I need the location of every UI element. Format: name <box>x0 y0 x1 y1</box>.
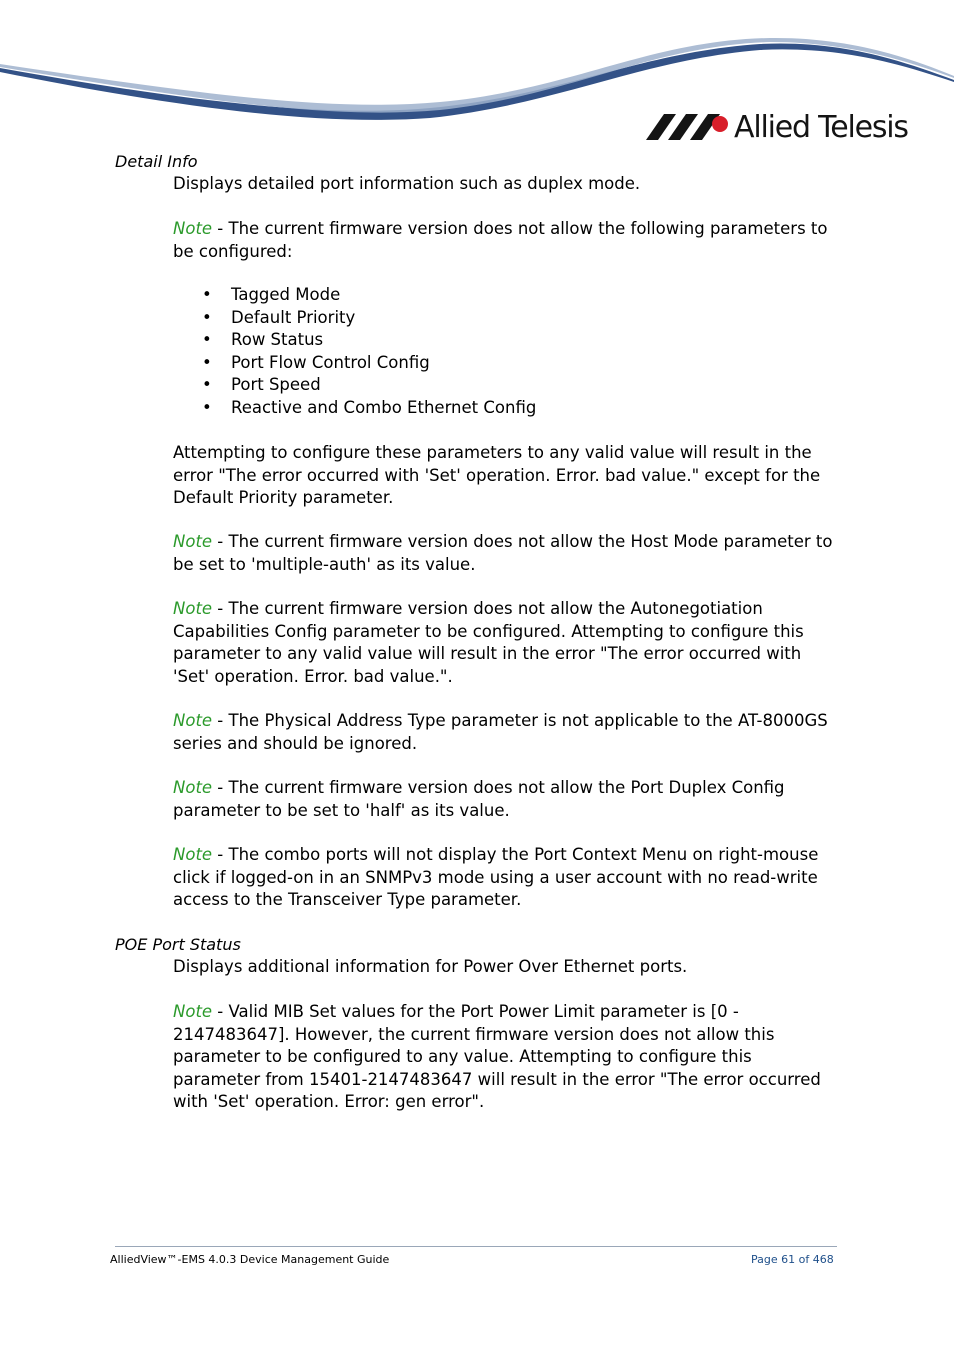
poe-port-status-note-1 <box>173 1001 841 1114</box>
logo-text: Allied Telesis <box>734 110 908 145</box>
note-text: - The Physical Address Type parameter is not applicable to the AT-8000GS series and should be ignored. <box>173 711 828 753</box>
note-label: Note <box>173 778 213 797</box>
list-item: • Port Flow Control Config <box>173 352 536 375</box>
detail-info-note-3 <box>173 598 841 688</box>
footer-divider <box>115 1246 837 1247</box>
note-label: Note <box>173 711 213 730</box>
detail-info-note-6 <box>173 844 841 912</box>
detail-info-intro: Displays detailed port information such as duplex mode. <box>173 174 641 193</box>
detail-info-attempt-paragraph: Attempting to configure these parameters to any valid value will result in the error "The error occurred with 'Set' operation. Error. bad value." except for the Default Priority parameter. <box>173 443 821 507</box>
allied-telesis-logo <box>646 110 908 146</box>
note-text: - Valid MIB Set values for the Port Power Limit parameter is [0 - 2147483647]. However, the current firmware version does not allow this parameter to be configured to any value. Attempting to configure this parameter from 15401-2147483647 will result in the error "The error occurred with 'Set' operation. Error: gen error". <box>173 1002 821 1111</box>
note-text: - The current firmware version does not allow the Autonegotiation Capabilities Config parameter to be configured. Attempting to configure this parameter to any valid value will result in the error "The error occurred with 'Set' operation. Error. bad value.". <box>173 599 804 686</box>
note-label: Note <box>173 845 213 864</box>
note-label: Note <box>173 532 213 551</box>
section-heading-detail-info: Detail Info <box>115 152 198 171</box>
list-item: • Tagged Mode <box>173 284 536 307</box>
note-label: Note <box>173 1002 213 1021</box>
allied-telesis-logo-icon <box>646 114 730 140</box>
detail-info-note-5 <box>173 777 841 822</box>
note-text: - The current firmware version does not allow the Port Duplex Config parameter to be set to 'half' as its value. <box>173 778 785 820</box>
note-label: Note <box>173 599 213 618</box>
detail-info-note-2 <box>173 531 841 576</box>
note-text: - The current firmware version does not allow the Host Mode parameter to be set to 'multiple-auth' as its value. <box>173 532 833 574</box>
note-text: - The combo ports will not display the Port Context Menu on right-mouse click if logged-on in an SNMPv3 mode using a user account with no read-write access to the Transceiver Type parameter. <box>173 845 819 909</box>
list-item: • Default Priority <box>173 307 536 330</box>
note-label: Note <box>173 219 213 238</box>
section-heading-poe-port-status: POE Port Status <box>115 935 241 954</box>
list-item: • Port Speed <box>173 374 536 397</box>
list-item: • Row Status <box>173 329 536 352</box>
poe-port-status-intro: Displays additional information for Power Over Ethernet ports. <box>173 957 688 976</box>
detail-info-note-4 <box>173 710 841 755</box>
footer-page-number: Page 61 of 468 <box>751 1253 834 1266</box>
list-item: • Reactive and Combo Ethernet Config <box>173 397 536 420</box>
note-text: - The current firmware version does not allow the following parameters to be configured: <box>173 219 828 261</box>
footer-document-title: AlliedView™-EMS 4.0.3 Device Management Guide <box>110 1253 390 1266</box>
unconfigurable-parameter-list <box>173 284 536 419</box>
detail-info-note-1 <box>173 218 841 263</box>
